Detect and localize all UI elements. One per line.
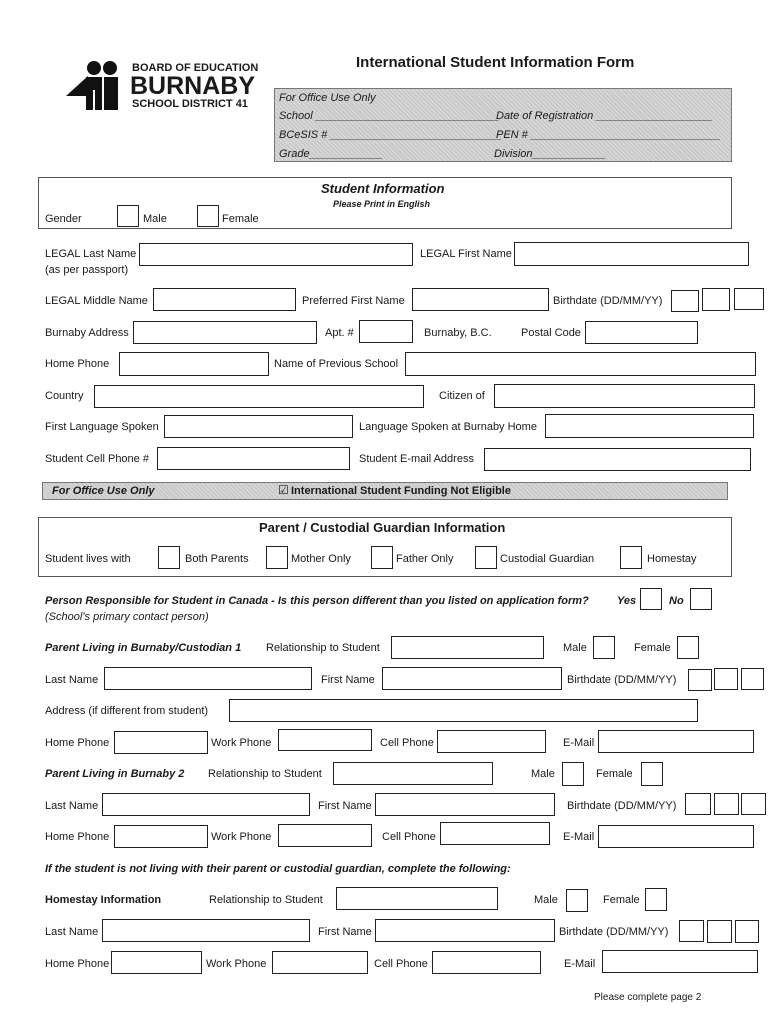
homestay-female-checkbox[interactable] [645,888,667,911]
parent2-first-name-label: First Name [318,800,372,812]
both-parents-checkbox[interactable] [158,546,180,569]
parent2-heading: Parent Living in Burnaby 2 [45,768,185,780]
student-info-title: Student Information [321,181,445,196]
parent1-first-name-input[interactable] [382,667,562,690]
legal-first-name-input[interactable] [514,242,749,266]
parent1-heading: Parent Living in Burnaby/Custodian 1 [45,642,242,654]
parent1-email-input[interactable] [598,730,754,753]
office-bcesis-field: BCeSIS # ____________________________ [279,129,502,141]
parent2-home-phone-label: Home Phone [45,831,110,843]
country-input[interactable] [94,385,424,408]
burnaby-address-label: Burnaby Address [45,327,129,339]
parent2-last-name-label: Last Name [45,800,99,812]
parent2-first-name-input[interactable] [375,793,555,816]
apt-input[interactable] [359,320,413,343]
funding-checkbox-icon[interactable]: ☑ [278,483,289,497]
homestay-heading: Homestay Information [45,894,162,906]
homestay-email-input[interactable] [602,950,758,973]
student-info-subtitle: Please Print in English [333,199,431,209]
parent1-relationship-input[interactable] [391,636,544,659]
office-grade-field: Grade____________ [279,148,383,160]
parent1-female-label: Female [634,642,671,654]
parent1-home-phone-input[interactable] [114,731,208,754]
homestay-birthdate-year[interactable] [735,920,759,943]
parent2-email-input[interactable] [598,825,754,848]
homestay-work-phone-input[interactable] [272,951,368,974]
parent1-last-name-input[interactable] [104,667,312,690]
responsible-no-label: No [669,595,684,607]
lives-with-label: Student lives with [45,553,131,565]
parent2-female-checkbox[interactable] [641,762,663,786]
student-birthdate-month[interactable] [702,288,730,311]
homestay-birthdate-label: Birthdate (DD/MM/YY) [559,926,669,938]
parent1-birthdate-month[interactable] [714,668,738,690]
homestay-checkbox[interactable] [620,546,642,569]
legal-last-name-label: LEGAL Last Name [45,248,137,260]
responsible-yes-checkbox[interactable] [640,588,662,610]
parent2-last-name-input[interactable] [102,793,310,816]
parent1-birthdate-day[interactable] [688,669,712,691]
parent2-relationship-input[interactable] [333,762,493,785]
responsible-yes-label: Yes [617,595,637,607]
homestay-birthdate-day[interactable] [679,920,704,942]
homestay-relationship-label: Relationship to Student [209,894,323,906]
apt-label: Apt. # [325,327,354,339]
office-division-field: Division____________ [494,148,606,160]
homestay-first-name-label: First Name [318,926,372,938]
parent1-relationship-label: Relationship to Student [266,642,380,654]
parent1-address-input[interactable] [229,699,698,722]
parent2-birthdate-month[interactable] [714,793,739,815]
student-email-input[interactable] [484,448,751,471]
citizen-of-input[interactable] [494,384,755,408]
father-only-checkbox[interactable] [371,546,393,569]
funding-not-eligible-label: International Student Funding Not Eligible [291,485,511,497]
postal-code-label: Postal Code [521,327,581,339]
page-title: International Student Information Form [356,54,635,71]
homestay-cell-phone-input[interactable] [432,951,541,974]
custodial-guardian-label: Custodial Guardian [500,553,595,565]
country-label: Country [45,390,84,402]
parent2-home-phone-input[interactable] [114,825,208,848]
student-birthdate-day[interactable] [671,290,699,312]
homestay-last-name-input[interactable] [102,919,310,942]
homestay-home-phone-input[interactable] [111,951,202,974]
office-school-field: School ______________________________ [279,110,500,122]
parent1-first-name-label: First Name [321,674,375,686]
people-logo-icon [66,60,130,112]
female-checkbox[interactable] [197,205,219,227]
homestay-male-label: Male [534,894,558,906]
postal-code-input[interactable] [585,321,698,344]
office-use-bar-label: For Office Use Only [52,485,155,497]
parent1-birthdate-label: Birthdate (DD/MM/YY) [567,674,677,686]
female-label: Female [222,213,259,225]
parent2-cell-phone-input[interactable] [440,822,550,845]
mother-only-checkbox[interactable] [266,546,288,569]
homestay-work-phone-label: Work Phone [206,958,267,970]
first-language-input[interactable] [164,415,353,438]
parent1-address-label: Address (if different from student) [45,705,209,717]
legal-middle-name-input[interactable] [153,288,296,311]
parent1-male-label: Male [563,642,587,654]
legal-middle-name-label: LEGAL Middle Name [45,295,148,307]
office-date-registration-field: Date of Registration ___________________ [496,110,713,122]
parent1-male-checkbox[interactable] [593,636,615,659]
parent2-email-label: E-Mail [563,831,595,843]
city-label: Burnaby, B.C. [424,327,492,339]
parent2-birthdate-label: Birthdate (DD/MM/YY) [567,800,677,812]
custodial-guardian-checkbox[interactable] [475,546,497,569]
home-language-input[interactable] [545,414,754,438]
both-parents-label: Both Parents [185,553,249,565]
parent2-male-label: Male [531,768,555,780]
homestay-first-name-input[interactable] [375,919,555,942]
gender-label: Gender [45,213,82,225]
preferred-first-name-input[interactable] [412,288,549,311]
preferred-first-name-label: Preferred First Name [302,295,405,307]
parent2-work-phone-label: Work Phone [211,831,272,843]
homestay-email-label: E-Mail [564,958,596,970]
homestay-label: Homestay [647,553,697,565]
logo-bottom-text: SCHOOL DISTRICT 41 [132,98,248,110]
homestay-cell-phone-label: Cell Phone [374,958,428,970]
parent1-cell-phone-label: Cell Phone [380,737,434,749]
parent1-work-phone-label: Work Phone [211,737,272,749]
parent1-birthdate-year[interactable] [741,668,764,690]
parent1-cell-phone-input[interactable] [437,730,546,753]
home-language-label: Language Spoken at Burnaby Home [359,421,537,433]
district-logo-icon [66,60,130,112]
burnaby-address-input[interactable] [133,321,317,344]
homestay-home-phone-label: Home Phone [45,958,110,970]
student-birthdate-year[interactable] [734,288,764,310]
parent1-home-phone-label: Home Phone [45,737,110,749]
parent1-female-checkbox[interactable] [677,636,699,659]
student-cell-input[interactable] [157,447,350,470]
parent2-work-phone-input[interactable] [278,824,372,847]
office-pen-field: PEN # _______________________________ [496,129,721,141]
parent1-email-label: E-Mail [563,737,595,749]
male-checkbox[interactable] [117,205,139,227]
primary-contact-note: (School’s primary contact person) [45,611,209,623]
legal-last-name-input[interactable] [139,243,413,266]
student-email-label: Student E-mail Address [359,453,474,465]
homestay-last-name-label: Last Name [45,926,99,938]
parent1-work-phone-input[interactable] [278,729,372,751]
responsible-no-checkbox[interactable] [690,588,712,610]
parent2-female-label: Female [596,768,633,780]
office-use-heading: For Office Use Only [279,92,376,104]
parent2-male-checkbox[interactable] [562,762,584,786]
student-birthdate-label: Birthdate (DD/MM/YY) [553,295,663,307]
parent2-birthdate-day[interactable] [685,793,711,815]
homestay-female-label: Female [603,894,640,906]
student-home-phone-label: Home Phone [45,358,110,370]
responsible-question: Person Responsible for Student in Canada - Is this person different than you listed on application form? [45,595,589,607]
father-only-label: Father Only [396,553,454,565]
homestay-birthdate-month[interactable] [707,920,732,943]
first-language-label: First Language Spoken [45,421,159,433]
parent1-last-name-label: Last Name [45,674,99,686]
passport-note: (as per passport) [45,264,129,276]
logo-top-text: BOARD OF EDUCATION [132,62,259,74]
parent2-birthdate-year[interactable] [741,793,766,815]
parent2-relationship-label: Relationship to Student [208,768,322,780]
previous-school-label: Name of Previous School [274,358,399,370]
student-cell-label: Student Cell Phone # [45,453,149,465]
male-label: Male [143,213,167,225]
previous-school-input[interactable] [405,352,756,376]
parent-info-title: Parent / Custodial Guardian Information [259,520,506,535]
homestay-male-checkbox[interactable] [566,889,588,912]
student-home-phone-input[interactable] [119,352,269,376]
citizen-of-label: Citizen of [439,390,485,402]
legal-first-name-label: LEGAL First Name [420,248,512,260]
homestay-relationship-input[interactable] [336,887,498,910]
homestay-instruction: If the student is not living with their parent or custodial guardian, complete the following: [45,863,511,875]
logo-main-text: BURNABY [130,72,255,100]
mother-only-label: Mother Only [291,553,351,565]
parent2-cell-phone-label: Cell Phone [382,831,436,843]
page-footer: Please complete page 2 [594,992,702,1003]
